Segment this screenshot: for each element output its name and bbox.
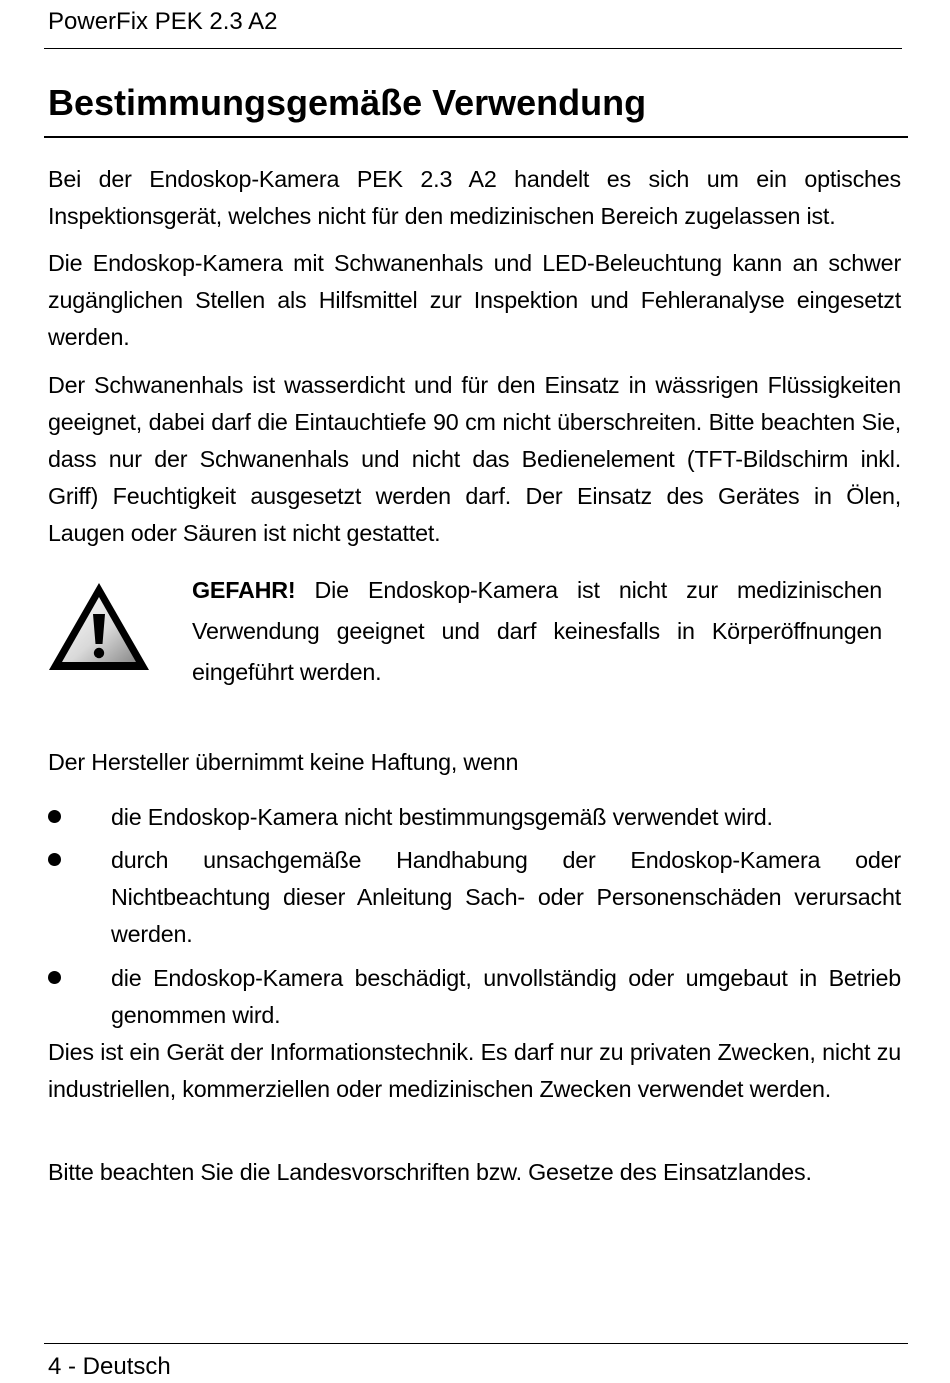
paragraph-purpose: Die Endoskop-Kamera mit Schwanenhals und LED-Beleuchtung kann an schwer zugänglichen Stellen als Hilfsmittel zur Inspektion und Fehleranalyse eingesetzt werden. xyxy=(48,250,901,350)
footer-divider xyxy=(44,1343,908,1344)
header-divider xyxy=(44,48,902,49)
paragraph-liability: Der Hersteller übernimmt keine Haftung, wenn xyxy=(48,749,519,775)
bullet-icon xyxy=(48,810,61,823)
warning-triangle-icon xyxy=(46,580,152,674)
danger-label: GEFAHR! xyxy=(192,577,296,603)
danger-notice xyxy=(192,570,882,693)
paragraph-waterproof: Der Schwanenhals ist wasserdicht und für den Einsatz in wässrigen Flüssigkeiten geeignet, dabei darf die Eintauchtiefe 90 cm nicht überschreiten. Bitte beachten Sie, dass nur der Schwanenhals und nicht das Bedienelement (TFT-Bildschirm inkl. Griff) Feuchtigkeit ausgesetzt werden darf. Der Einsatz des Gerätes in Ölen, Laugen oder Säuren ist nicht gestattet. xyxy=(48,372,901,546)
bullet-icon xyxy=(48,971,61,984)
page-title: Bestimmungsgemäße Verwendung xyxy=(48,82,647,123)
list-item-text: durch unsachgemäße Handhabung der Endoskop-Kamera oder Nichtbeachtung dieser Anleitung Sach- oder Personenschäden verursacht werden. xyxy=(111,847,901,947)
list-item-text: die Endoskop-Kamera nicht bestimmungsgemäß verwendet wird. xyxy=(111,804,773,830)
paragraph-intro: Bei der Endoskop-Kamera PEK 2.3 A2 handelt es sich um ein optisches Inspektionsgerät, welches nicht für den medizinischen Bereich zugelassen ist. xyxy=(48,166,901,229)
title-divider xyxy=(44,136,908,138)
danger-text: Die Endoskop-Kamera ist nicht zur medizinischen Verwendung geeignet und darf keinesfalls in Körperöffnungen eingeführt werden. xyxy=(192,577,882,685)
page-number: 4 - Deutsch xyxy=(48,1353,171,1380)
paragraph-usage-scope: Dies ist ein Gerät der Informationstechnik. Es darf nur zu privaten Zwecken, nicht zu industriellen, kommerziellen oder medizinischen Zwecken verwendet werden. xyxy=(48,1039,901,1102)
running-header: PowerFix PEK 2.3 A2 xyxy=(48,8,278,35)
paragraph-regulations: Bitte beachten Sie die Landesvorschriften bzw. Gesetze des Einsatzlandes. xyxy=(48,1159,812,1185)
list-item-text: die Endoskop-Kamera beschädigt, unvollständig oder umgebaut in Betrieb genommen wird. xyxy=(111,965,901,1028)
bullet-icon xyxy=(48,853,61,866)
